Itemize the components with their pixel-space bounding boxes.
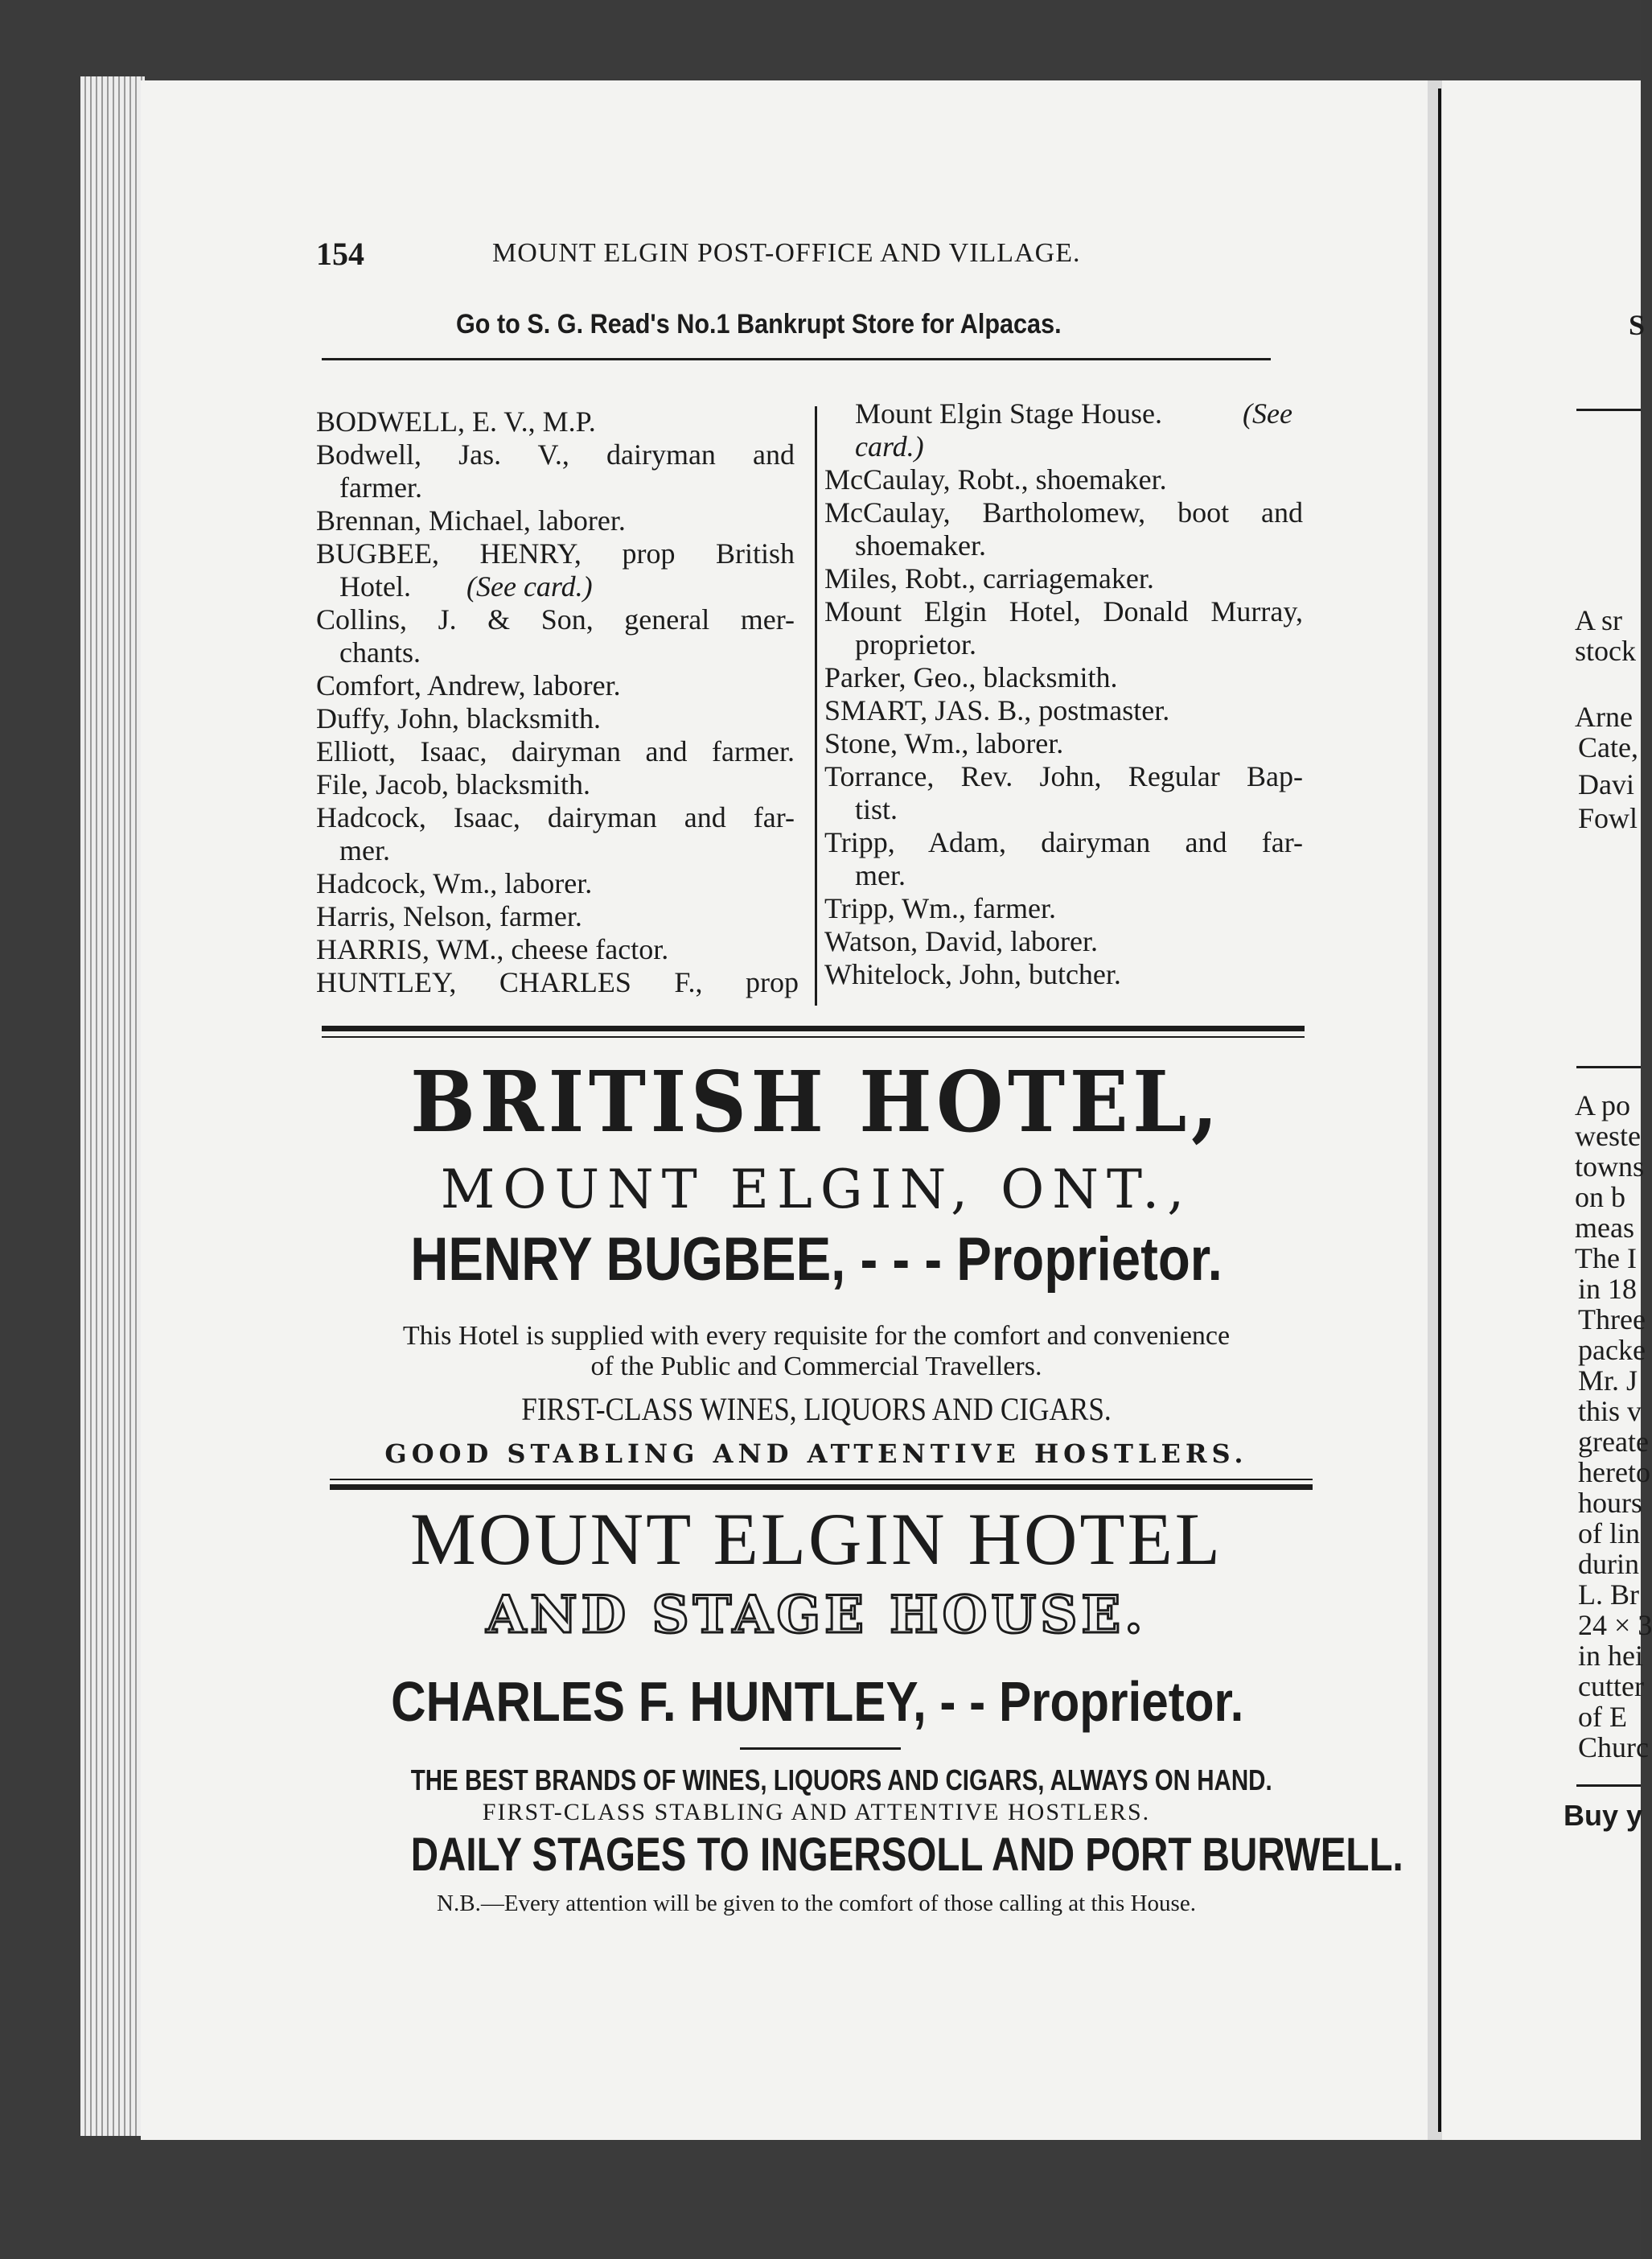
directory-entry: BODWELL, E. V., M.P. bbox=[316, 405, 596, 438]
directory-entry: Tripp, Adam, dairyman and far- bbox=[824, 826, 1303, 858]
page-stack-edges bbox=[80, 76, 145, 2136]
directory-entry: Elliott, Isaac, dairyman and farmer. bbox=[316, 735, 795, 767]
facing-fragment: weste bbox=[1575, 1120, 1641, 1152]
running-head: MOUNT ELGIN POST-OFFICE AND VILLAGE. bbox=[492, 238, 1081, 268]
directory-entry: Tripp, Wm., farmer. bbox=[824, 892, 1056, 924]
directory-entry: mer. bbox=[855, 859, 906, 891]
directory-entry: Parker, Geo., blacksmith. bbox=[824, 661, 1118, 693]
facing-fragment: Mr. J bbox=[1578, 1364, 1638, 1397]
gutter-line bbox=[1438, 88, 1441, 2132]
advert-stages: DAILY STAGES TO INGERSOLL AND PORT BURWELL. bbox=[410, 1829, 1403, 1881]
facing-fragment: A sr bbox=[1575, 604, 1623, 636]
directory-entry: Harris, Nelson, farmer. bbox=[316, 900, 582, 932]
facing-fragment: packe bbox=[1578, 1334, 1646, 1366]
facing-fragment: 24 × 3 bbox=[1578, 1609, 1652, 1641]
see-card-note: (See card.) bbox=[466, 570, 593, 603]
facing-fragment: Cate, bbox=[1578, 731, 1638, 763]
advert-stabling: FIRST-CLASS STABLING AND ATTENTIVE HOSTLERS. bbox=[482, 1799, 1151, 1825]
facing-fragment: towns bbox=[1575, 1150, 1645, 1183]
directory-entry: Whitelock, John, butcher. bbox=[824, 958, 1121, 990]
advert-proprietor: CHARLES F. HUNTLEY, - - Proprietor. bbox=[391, 1670, 1244, 1733]
short-rule bbox=[740, 1747, 901, 1750]
directory-entry: BUGBEE, HENRY, prop British bbox=[316, 537, 795, 570]
facing-fragment: L. Br bbox=[1578, 1578, 1639, 1611]
facing-fragment: S bbox=[1629, 309, 1646, 341]
ad-border-thin bbox=[322, 1036, 1305, 1038]
advert-body-line: This Hotel is supplied with every requisite for the comfort and convenience bbox=[402, 1321, 1231, 1351]
directory-entry: Hadcock, Wm., laborer. bbox=[316, 867, 593, 899]
facing-fragment: greate bbox=[1578, 1426, 1649, 1458]
advert-body-line: of the Public and Commercial Travellers. bbox=[590, 1352, 1042, 1381]
directory-entry: SMART, JAS. B., postmaster. bbox=[824, 694, 1170, 726]
advert-proprietor: HENRY BUGBEE, - - - Proprietor. bbox=[410, 1225, 1223, 1294]
facing-fragment: The I bbox=[1575, 1242, 1637, 1274]
facing-fragment: A po bbox=[1575, 1089, 1631, 1121]
advert-stabling: GOOD STABLING AND ATTENTIVE HOSTLERS. bbox=[384, 1438, 1248, 1469]
facing-fragment: of lin bbox=[1578, 1517, 1640, 1549]
directory-entry: Collins, J. & Son, general mer- bbox=[316, 603, 795, 636]
directory-entry: HUNTLEY, CHARLES F., prop bbox=[316, 966, 799, 998]
directory-entry: tist. bbox=[855, 793, 898, 825]
facing-rule bbox=[1576, 1066, 1641, 1068]
advert-brands: THE BEST BRANDS OF WINES, LIQUORS AND CIGARS, ALWAYS ON HAND. bbox=[410, 1763, 1272, 1796]
directory-entry: Duffy, John, blacksmith. bbox=[316, 702, 601, 734]
advert-title: BRITISH HOTEL, bbox=[410, 1052, 1223, 1151]
facing-fragment: hours bbox=[1578, 1487, 1642, 1519]
facing-fragment: Churc bbox=[1578, 1731, 1649, 1763]
directory-entry: Hotel. bbox=[339, 570, 411, 603]
see-card-note: (See bbox=[1243, 397, 1292, 430]
advert-location: MOUNT ELGIN, ONT., bbox=[440, 1158, 1193, 1220]
facing-rule bbox=[1576, 1784, 1641, 1787]
directory-entry: Comfort, Andrew, laborer. bbox=[316, 669, 621, 702]
advert-wines: FIRST-CLASS WINES, LIQUORS AND CIGARS. bbox=[521, 1391, 1112, 1427]
facing-fragment: cutter bbox=[1578, 1670, 1644, 1702]
directory-entry: shoemaker. bbox=[855, 529, 986, 562]
directory-entry: farmer. bbox=[339, 471, 422, 504]
see-card-note: card.) bbox=[855, 430, 924, 463]
facing-fragment: Davi bbox=[1578, 768, 1634, 800]
directory-entry: Brennan, Michael, laborer. bbox=[316, 504, 626, 537]
facing-fragment: Arne bbox=[1575, 701, 1633, 733]
ad-divider-thin bbox=[330, 1479, 1313, 1480]
facing-fragment: Buy y bbox=[1564, 1799, 1643, 1832]
directory-entry: Torrance, Rev. John, Regular Bap- bbox=[824, 760, 1303, 792]
directory-entry: Mount Elgin Stage House. bbox=[855, 397, 1162, 430]
directory-entry: McCaulay, Robt., shoemaker. bbox=[824, 463, 1167, 496]
directory-entry: HARRIS, WM., cheese factor. bbox=[316, 933, 669, 965]
ad-divider-thick bbox=[330, 1484, 1313, 1490]
directory-entry: McCaulay, Bartholomew, boot and bbox=[824, 496, 1303, 529]
directory-entry: Hadcock, Isaac, dairyman and far- bbox=[316, 801, 795, 833]
facing-fragment: on b bbox=[1575, 1181, 1625, 1213]
advert-subtitle: AND STAGE HOUSE. bbox=[486, 1585, 1147, 1645]
directory-entry: Watson, David, laborer. bbox=[824, 925, 1099, 957]
facing-fragment: in hei bbox=[1578, 1640, 1643, 1672]
facing-fragment: meas bbox=[1575, 1212, 1634, 1244]
advert-tagline: Go to S. G. Read's No.1 Bankrupt Store for Alpacas. bbox=[456, 309, 1062, 339]
header-rule bbox=[322, 358, 1271, 360]
directory-entry: proprietor. bbox=[855, 628, 976, 660]
directory-entry: File, Jacob, blacksmith. bbox=[316, 768, 590, 800]
directory-entry: chants. bbox=[339, 636, 421, 669]
ad-border-thick bbox=[322, 1026, 1305, 1031]
directory-entry: Bodwell, Jas. V., dairyman and bbox=[316, 438, 795, 471]
facing-fragment: Fowl bbox=[1578, 802, 1638, 834]
directory-entry: Stone, Wm., laborer. bbox=[824, 727, 1064, 759]
page-number: 154 bbox=[316, 236, 364, 272]
advert-title: MOUNT ELGIN HOTEL bbox=[409, 1498, 1223, 1580]
directory-entry: Mount Elgin Hotel, Donald Murray, bbox=[824, 595, 1303, 628]
directory-entry: Miles, Robt., carriagemaker. bbox=[824, 562, 1154, 595]
directory-entry: mer. bbox=[339, 834, 390, 866]
facing-rule bbox=[1576, 409, 1641, 411]
facing-fragment: in 18 bbox=[1578, 1273, 1638, 1305]
facing-fragment: Three bbox=[1578, 1303, 1646, 1335]
advert-note: N.B.—Every attention will be given to the comfort of those calling at this House. bbox=[437, 1891, 1196, 1916]
facing-fragment: durin bbox=[1578, 1548, 1639, 1580]
column-divider bbox=[815, 406, 817, 1006]
facing-fragment: of E bbox=[1578, 1701, 1627, 1733]
facing-fragment: this v bbox=[1578, 1395, 1642, 1427]
facing-fragment: stock bbox=[1575, 635, 1636, 667]
facing-fragment: hereto bbox=[1578, 1456, 1650, 1488]
